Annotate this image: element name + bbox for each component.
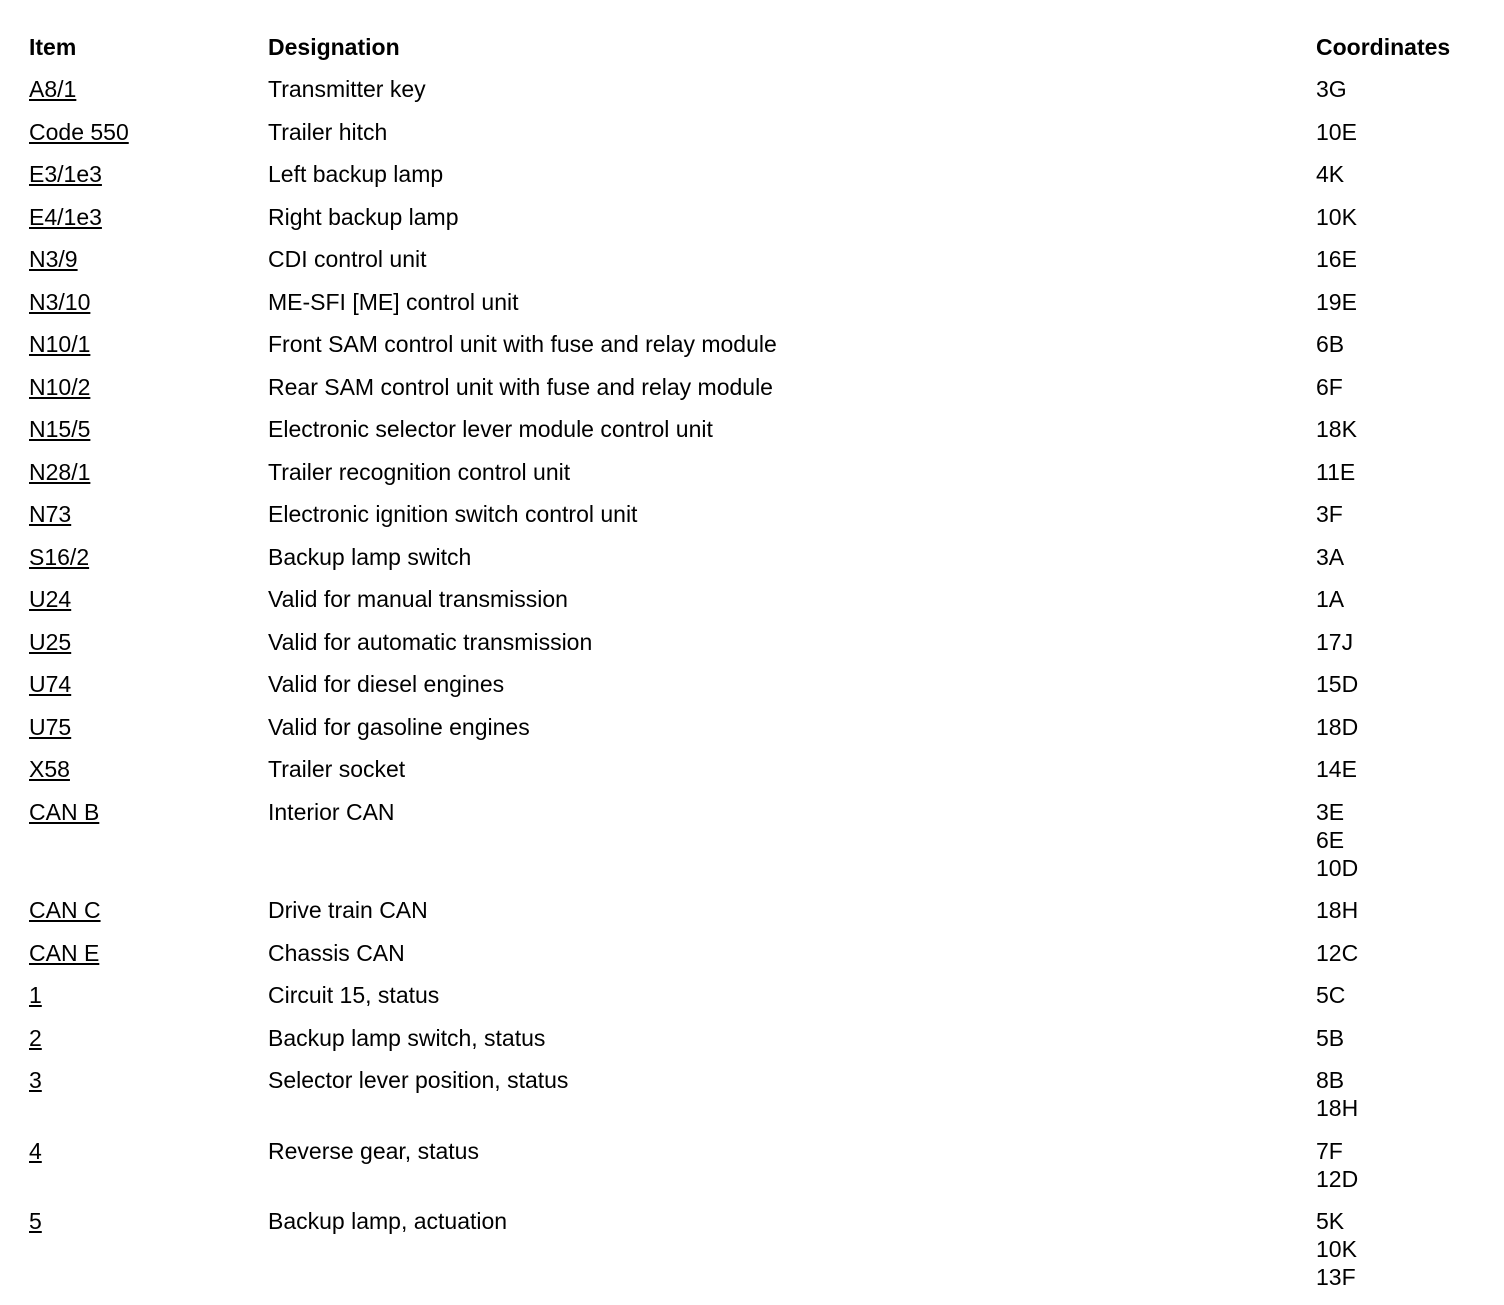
coordinates-cell: [1316, 74, 1479, 117]
coordinates-cell: [1316, 627, 1479, 670]
item-link[interactable]: 5: [29, 1208, 42, 1234]
coordinate-value: 18H: [1316, 1095, 1359, 1121]
designation-cell: Trailer hitch: [268, 118, 388, 145]
coordinates-cell: [1316, 117, 1479, 160]
table-row: [29, 499, 1479, 542]
item-cell: [29, 938, 268, 981]
coordinate-value: 5C: [1316, 982, 1346, 1008]
table-row: [29, 414, 1479, 457]
coordinate-value: 1A: [1316, 586, 1345, 612]
designation-cell: Rear SAM control unit with fuse and relay module: [268, 373, 773, 400]
designation-cell: Chassis CAN: [268, 939, 405, 966]
designation-cell: Trailer recognition control unit: [268, 458, 571, 485]
item-cell: [29, 797, 268, 896]
coordinates-cell: [1316, 797, 1479, 896]
item-cell: [29, 499, 268, 542]
item-link[interactable]: N28/1: [29, 458, 91, 485]
coordinate-value: 18D: [1316, 713, 1359, 740]
table-row: [29, 712, 1479, 755]
coordinates-cell: [1316, 1206, 1479, 1305]
item-cell: [29, 74, 268, 117]
item-cell: [29, 1136, 268, 1207]
table-row: [29, 669, 1479, 712]
item-link[interactable]: E3/1e3: [29, 161, 102, 187]
item-link[interactable]: Code 550: [29, 118, 129, 145]
item-cell: [29, 754, 268, 797]
item-cell: [29, 669, 268, 712]
coordinates-column-header: Coordinates: [1316, 34, 1451, 60]
designation-cell: Interior CAN: [268, 798, 395, 825]
table-row: [29, 584, 1479, 627]
item-link[interactable]: CAN C: [29, 897, 101, 923]
item-cell: [29, 1023, 268, 1066]
table-row: [29, 329, 1479, 372]
coordinates-cell: [1316, 1136, 1479, 1207]
item-cell: [29, 627, 268, 670]
coordinate-value: 11E: [1316, 458, 1356, 485]
designation-cell: Backup lamp switch: [268, 543, 472, 570]
table-row: [29, 159, 1479, 202]
legend-body: [29, 74, 1479, 1305]
coordinates-cell: [1316, 938, 1479, 981]
coordinate-value: 17J: [1316, 628, 1354, 655]
coordinate-value: 3G: [1316, 76, 1347, 102]
coordinate-value: 10D: [1316, 854, 1359, 881]
coordinates-cell: [1316, 542, 1479, 585]
table-row: [29, 895, 1479, 938]
coordinate-value: 15D: [1316, 671, 1359, 697]
coordinates-cell: [1316, 584, 1479, 627]
designation-cell: Backup lamp, actuation: [268, 1208, 508, 1234]
table-row: [29, 1023, 1479, 1066]
designation-column-header: Designation: [268, 34, 400, 60]
coordinate-value: 18K: [1316, 416, 1357, 442]
coordinate-value: 13F: [1316, 1264, 1356, 1290]
designation-cell: Valid for manual transmission: [268, 586, 568, 612]
item-link[interactable]: N73: [29, 501, 72, 527]
designation-cell: Valid for diesel engines: [268, 671, 505, 697]
coordinate-value: 5K: [1316, 1208, 1345, 1234]
coordinates-cell: [1316, 895, 1479, 938]
coordinates-cell: [1316, 372, 1479, 415]
coordinates-cell: [1316, 329, 1479, 372]
table-row: [29, 754, 1479, 797]
item-link[interactable]: A8/1: [29, 76, 77, 102]
designation-cell: Electronic ignition switch control unit: [268, 501, 638, 527]
coordinates-cell: [1316, 159, 1479, 202]
item-cell: [29, 1206, 268, 1305]
designation-cell: CDI control unit: [268, 246, 427, 272]
table-row: [29, 244, 1479, 287]
item-link[interactable]: E4/1e3: [29, 203, 102, 230]
item-cell: [29, 244, 268, 287]
item-cell: [29, 117, 268, 160]
item-link[interactable]: X58: [29, 756, 70, 782]
coordinates-cell: [1316, 414, 1479, 457]
item-link[interactable]: U24: [29, 586, 72, 612]
item-link[interactable]: U75: [29, 713, 72, 740]
coordinate-value: 16E: [1316, 246, 1357, 272]
coordinate-value: 6E: [1316, 826, 1345, 853]
item-column-header: Item: [29, 34, 77, 60]
designation-cell: Left backup lamp: [268, 161, 444, 187]
item-cell: [29, 980, 268, 1023]
item-link[interactable]: N10/2: [29, 373, 91, 400]
item-cell: [29, 287, 268, 330]
designation-cell: Backup lamp switch, status: [268, 1024, 546, 1051]
designation-cell: Front SAM control unit with fuse and relay module: [268, 331, 777, 357]
item-link[interactable]: N3/10: [29, 288, 91, 315]
coordinate-value: 6F: [1316, 373, 1343, 400]
coordinate-value: 12D: [1316, 1165, 1359, 1192]
item-cell: [29, 712, 268, 755]
designation-cell: Reverse gear, status: [268, 1137, 479, 1164]
coordinates-cell: [1316, 1023, 1479, 1066]
coordinate-value: 7F: [1316, 1137, 1343, 1164]
coordinate-value: 5B: [1316, 1024, 1345, 1051]
item-link[interactable]: 2: [29, 1024, 42, 1051]
designation-cell: Electronic selector lever module control unit: [268, 416, 713, 442]
item-cell: [29, 372, 268, 415]
designation-cell: Trailer socket: [268, 756, 406, 782]
item-cell: [29, 414, 268, 457]
table-row: [29, 797, 1479, 896]
item-link[interactable]: CAN B: [29, 798, 100, 825]
designation-cell: Selector lever position, status: [268, 1067, 569, 1093]
coordinates-cell: [1316, 669, 1479, 712]
item-cell: [29, 457, 268, 500]
designation-cell: ME-SFI [ME] control unit: [268, 288, 519, 315]
coordinate-value: 19E: [1316, 288, 1357, 315]
item-cell: [29, 1065, 268, 1136]
coordinate-value: 3A: [1316, 543, 1345, 570]
designation-cell: Valid for automatic transmission: [268, 628, 593, 655]
designation-cell: Drive train CAN: [268, 897, 428, 923]
designation-cell: Valid for gasoline engines: [268, 713, 530, 740]
designation-cell: Circuit 15, status: [268, 982, 440, 1008]
table-row: [29, 938, 1479, 981]
table-row: [29, 1065, 1479, 1136]
coordinate-value: 4K: [1316, 161, 1345, 187]
item-link[interactable]: U74: [29, 671, 72, 697]
table-row: [29, 117, 1479, 160]
coordinates-cell: [1316, 754, 1479, 797]
table-row: [29, 457, 1479, 500]
coordinates-cell: [1316, 202, 1479, 245]
item-cell: [29, 329, 268, 372]
coordinate-value: 6B: [1316, 331, 1345, 357]
table-row: [29, 287, 1479, 330]
coordinates-cell: [1316, 244, 1479, 287]
item-cell: [29, 542, 268, 585]
coordinate-value: 3F: [1316, 501, 1343, 527]
table-row: [29, 202, 1479, 245]
item-cell: [29, 202, 268, 245]
coordinates-cell: [1316, 712, 1479, 755]
item-cell: [29, 159, 268, 202]
item-cell: [29, 895, 268, 938]
item-link[interactable]: 3: [29, 1067, 42, 1093]
coordinate-value: 10K: [1316, 1236, 1357, 1262]
coordinates-cell: [1316, 499, 1479, 542]
item-link[interactable]: CAN E: [29, 939, 100, 966]
coordinates-cell: [1316, 457, 1479, 500]
item-link[interactable]: 1: [29, 982, 42, 1008]
coordinate-value: 14E: [1316, 756, 1357, 782]
item-link[interactable]: 4: [29, 1137, 42, 1164]
designation-cell: Transmitter key: [268, 76, 426, 102]
coordinates-cell: [1316, 980, 1479, 1023]
coordinate-value: 8B: [1316, 1067, 1345, 1093]
header-row: [29, 29, 1479, 74]
item-link[interactable]: U25: [29, 628, 72, 655]
legend-table: [29, 29, 1479, 1305]
item-link[interactable]: S16/2: [29, 543, 90, 570]
coordinates-cell: [1316, 287, 1479, 330]
coordinates-cell: [1316, 1065, 1479, 1136]
coordinate-value: 10K: [1316, 203, 1357, 230]
table-row: [29, 372, 1479, 415]
coordinate-value: 12C: [1316, 939, 1359, 966]
table-row: [29, 542, 1479, 585]
table-row: [29, 1136, 1479, 1207]
designation-cell: Right backup lamp: [268, 203, 459, 230]
item-cell: [29, 584, 268, 627]
item-link[interactable]: N10/1: [29, 331, 91, 357]
item-link[interactable]: N15/5: [29, 416, 91, 442]
item-link[interactable]: N3/9: [29, 246, 78, 272]
coordinate-value: 18H: [1316, 897, 1359, 923]
table-row: [29, 627, 1479, 670]
coordinate-value: 10E: [1316, 118, 1357, 145]
table-row: [29, 74, 1479, 117]
table-row: [29, 1206, 1479, 1305]
coordinate-value: 3E: [1316, 798, 1345, 825]
table-row: [29, 980, 1479, 1023]
